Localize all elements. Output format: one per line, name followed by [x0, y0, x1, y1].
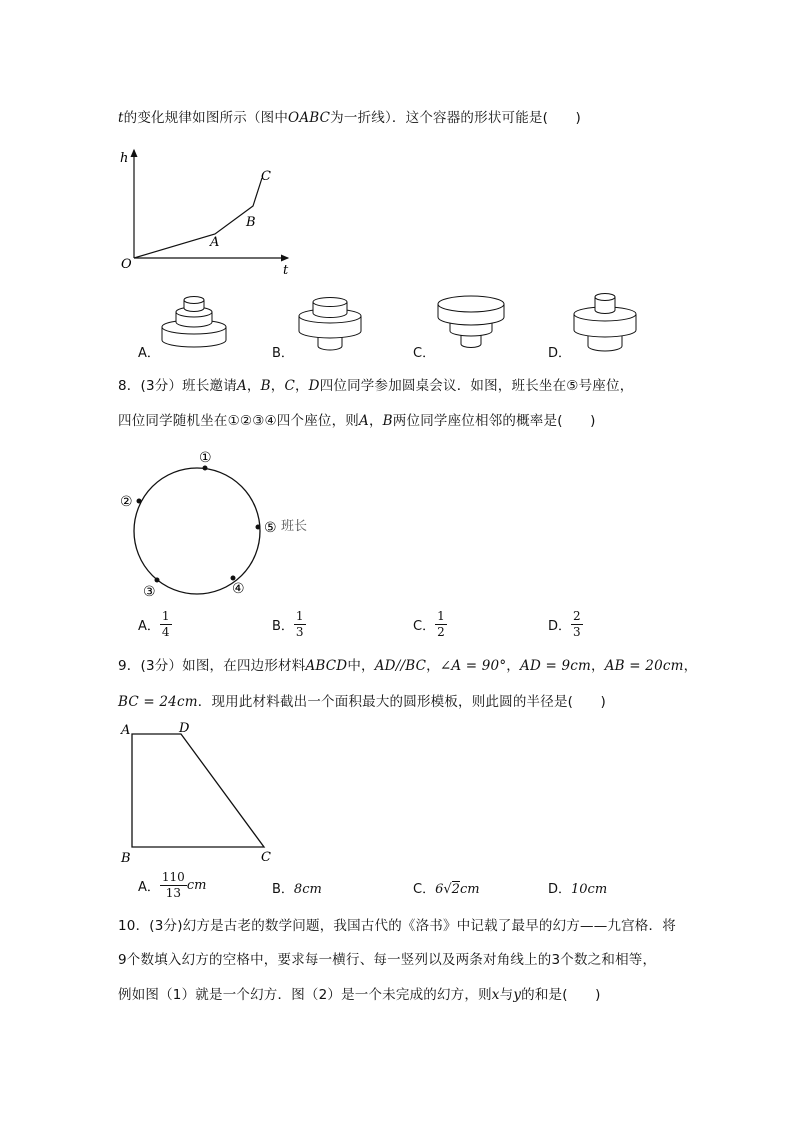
vertex-a: A	[121, 723, 131, 738]
q10-text: 的和是( )	[521, 987, 601, 1003]
comma: ，	[683, 658, 698, 674]
option-label: C．	[413, 619, 436, 634]
q7-option-b[interactable]: B．	[272, 346, 294, 361]
var-b: B	[260, 378, 271, 394]
monitor-label: 班长	[281, 519, 308, 534]
var-abcd: ABCD	[305, 658, 348, 674]
comma: ，	[294, 378, 309, 394]
unit: cm	[459, 882, 480, 897]
sqrt-icon: √	[443, 882, 452, 897]
comma: ，	[270, 378, 285, 394]
condition-ad: AD = 9cm	[520, 658, 592, 674]
q8-text: 两位同学座位相邻的概率是( )	[392, 413, 596, 429]
q7-option-c[interactable]: C．	[413, 346, 436, 361]
option-label: D．	[548, 882, 572, 897]
denominator: 13	[165, 886, 181, 900]
q7-label-t: t	[283, 263, 289, 278]
q10-stem-line2: 9个数填入幻方的空格中，要求每一横行、每一竖列以及两条对角线上的3个数之和相等，	[118, 952, 657, 968]
radicand: 2	[451, 882, 460, 897]
var-b: B	[382, 413, 393, 429]
condition-parallel: AD//BC	[374, 658, 427, 674]
comma: ，	[591, 658, 605, 674]
var-a: A	[236, 378, 247, 394]
q9-text: ．现用此材料截出一个面积最大的圆形模板，则此圆的半径是( )	[197, 694, 606, 710]
q9-option-c[interactable]	[413, 878, 480, 897]
q10-text: 与	[499, 987, 514, 1003]
q7-label-b: B	[246, 215, 256, 230]
denominator: 3	[295, 625, 304, 639]
unit: cm	[186, 878, 207, 893]
comma: ，	[368, 413, 383, 429]
seat-5-label: ⑤	[264, 520, 277, 536]
q7-text-2: 为一折线）．这个容器的形状可能是( )	[330, 110, 581, 126]
fraction	[160, 870, 187, 901]
vertex-b: B	[121, 851, 131, 866]
comma: ，	[426, 658, 440, 674]
vertex-c: C	[261, 850, 271, 865]
q7-option-a[interactable]: A．	[138, 346, 160, 361]
q9-option-b[interactable]	[272, 878, 322, 897]
seat-4-label: ④	[232, 581, 245, 597]
vertex-d: D	[179, 721, 190, 736]
q9-text: 9．(3分）如图，在四边形材料	[118, 658, 306, 674]
seat-2-label: ②	[120, 494, 133, 510]
var-y: y	[513, 987, 522, 1003]
option-label: D．	[548, 619, 572, 634]
var-d: D	[308, 378, 320, 394]
option-label: A．	[138, 619, 160, 634]
condition-bc: BC = 24cm	[118, 694, 198, 710]
condition-ab: AB = 20cm	[604, 658, 684, 674]
var-a: A	[359, 413, 369, 429]
denominator: 2	[437, 625, 445, 639]
option-label: A．	[138, 880, 160, 895]
q7-label-o: O	[121, 257, 132, 272]
q8-text: 8．(3分）班长邀请	[118, 378, 237, 394]
numerator: 1	[161, 609, 170, 623]
var-t: t	[118, 110, 124, 126]
q7-label-c: C	[261, 169, 271, 184]
q7-option-d[interactable]: D．	[548, 346, 572, 361]
option-label: C．	[413, 882, 436, 897]
numerator: 2	[573, 609, 581, 623]
numerator: 1	[437, 609, 445, 623]
q8-text: 四位同学参加圆桌会议．如图，班长坐在⑤号座位，	[319, 378, 634, 394]
var-c: C	[284, 378, 295, 394]
numerator: 1	[295, 609, 304, 623]
q9-option-a[interactable]	[138, 870, 206, 901]
option-value: 10cm	[571, 882, 608, 897]
option-label: B．	[272, 619, 294, 634]
q10-text: 例如图（1）就是一个幻方．图（2）是一个未完成的幻方，则	[118, 987, 492, 1003]
denominator: 3	[573, 625, 581, 639]
q7-label-a: A	[210, 235, 220, 250]
q10-stem-line1: 10．(3分)幻方是古老的数学问题，我国古代的《洛书》中记载了最早的幻方——九宫格．将	[118, 918, 676, 934]
comma: ，	[246, 378, 261, 394]
var-x: x	[491, 987, 500, 1003]
trapezoid-abcd	[132, 734, 264, 847]
option-value: 8cm	[293, 882, 322, 897]
q7-text-1: 的变化规律如图所示（图中	[123, 110, 289, 126]
coefficient: 6	[435, 882, 444, 897]
var-oabc: OABC	[288, 110, 331, 126]
numerator: 110	[161, 870, 185, 884]
denominator: 4	[161, 625, 170, 639]
seat-1-label: ①	[199, 450, 212, 466]
q10-stem-line3	[118, 983, 601, 1003]
seat-3-label: ③	[143, 584, 156, 600]
q9-option-d[interactable]	[548, 878, 607, 897]
q9-text: 中，	[347, 658, 375, 674]
q7-label-h: h	[120, 151, 129, 166]
q8-text: 四位同学随机坐在①②③④四个座位，则	[118, 413, 360, 429]
option-label: B．	[272, 882, 294, 897]
comma: ，	[506, 658, 520, 674]
condition-angle: ∠A = 90°	[439, 658, 507, 674]
